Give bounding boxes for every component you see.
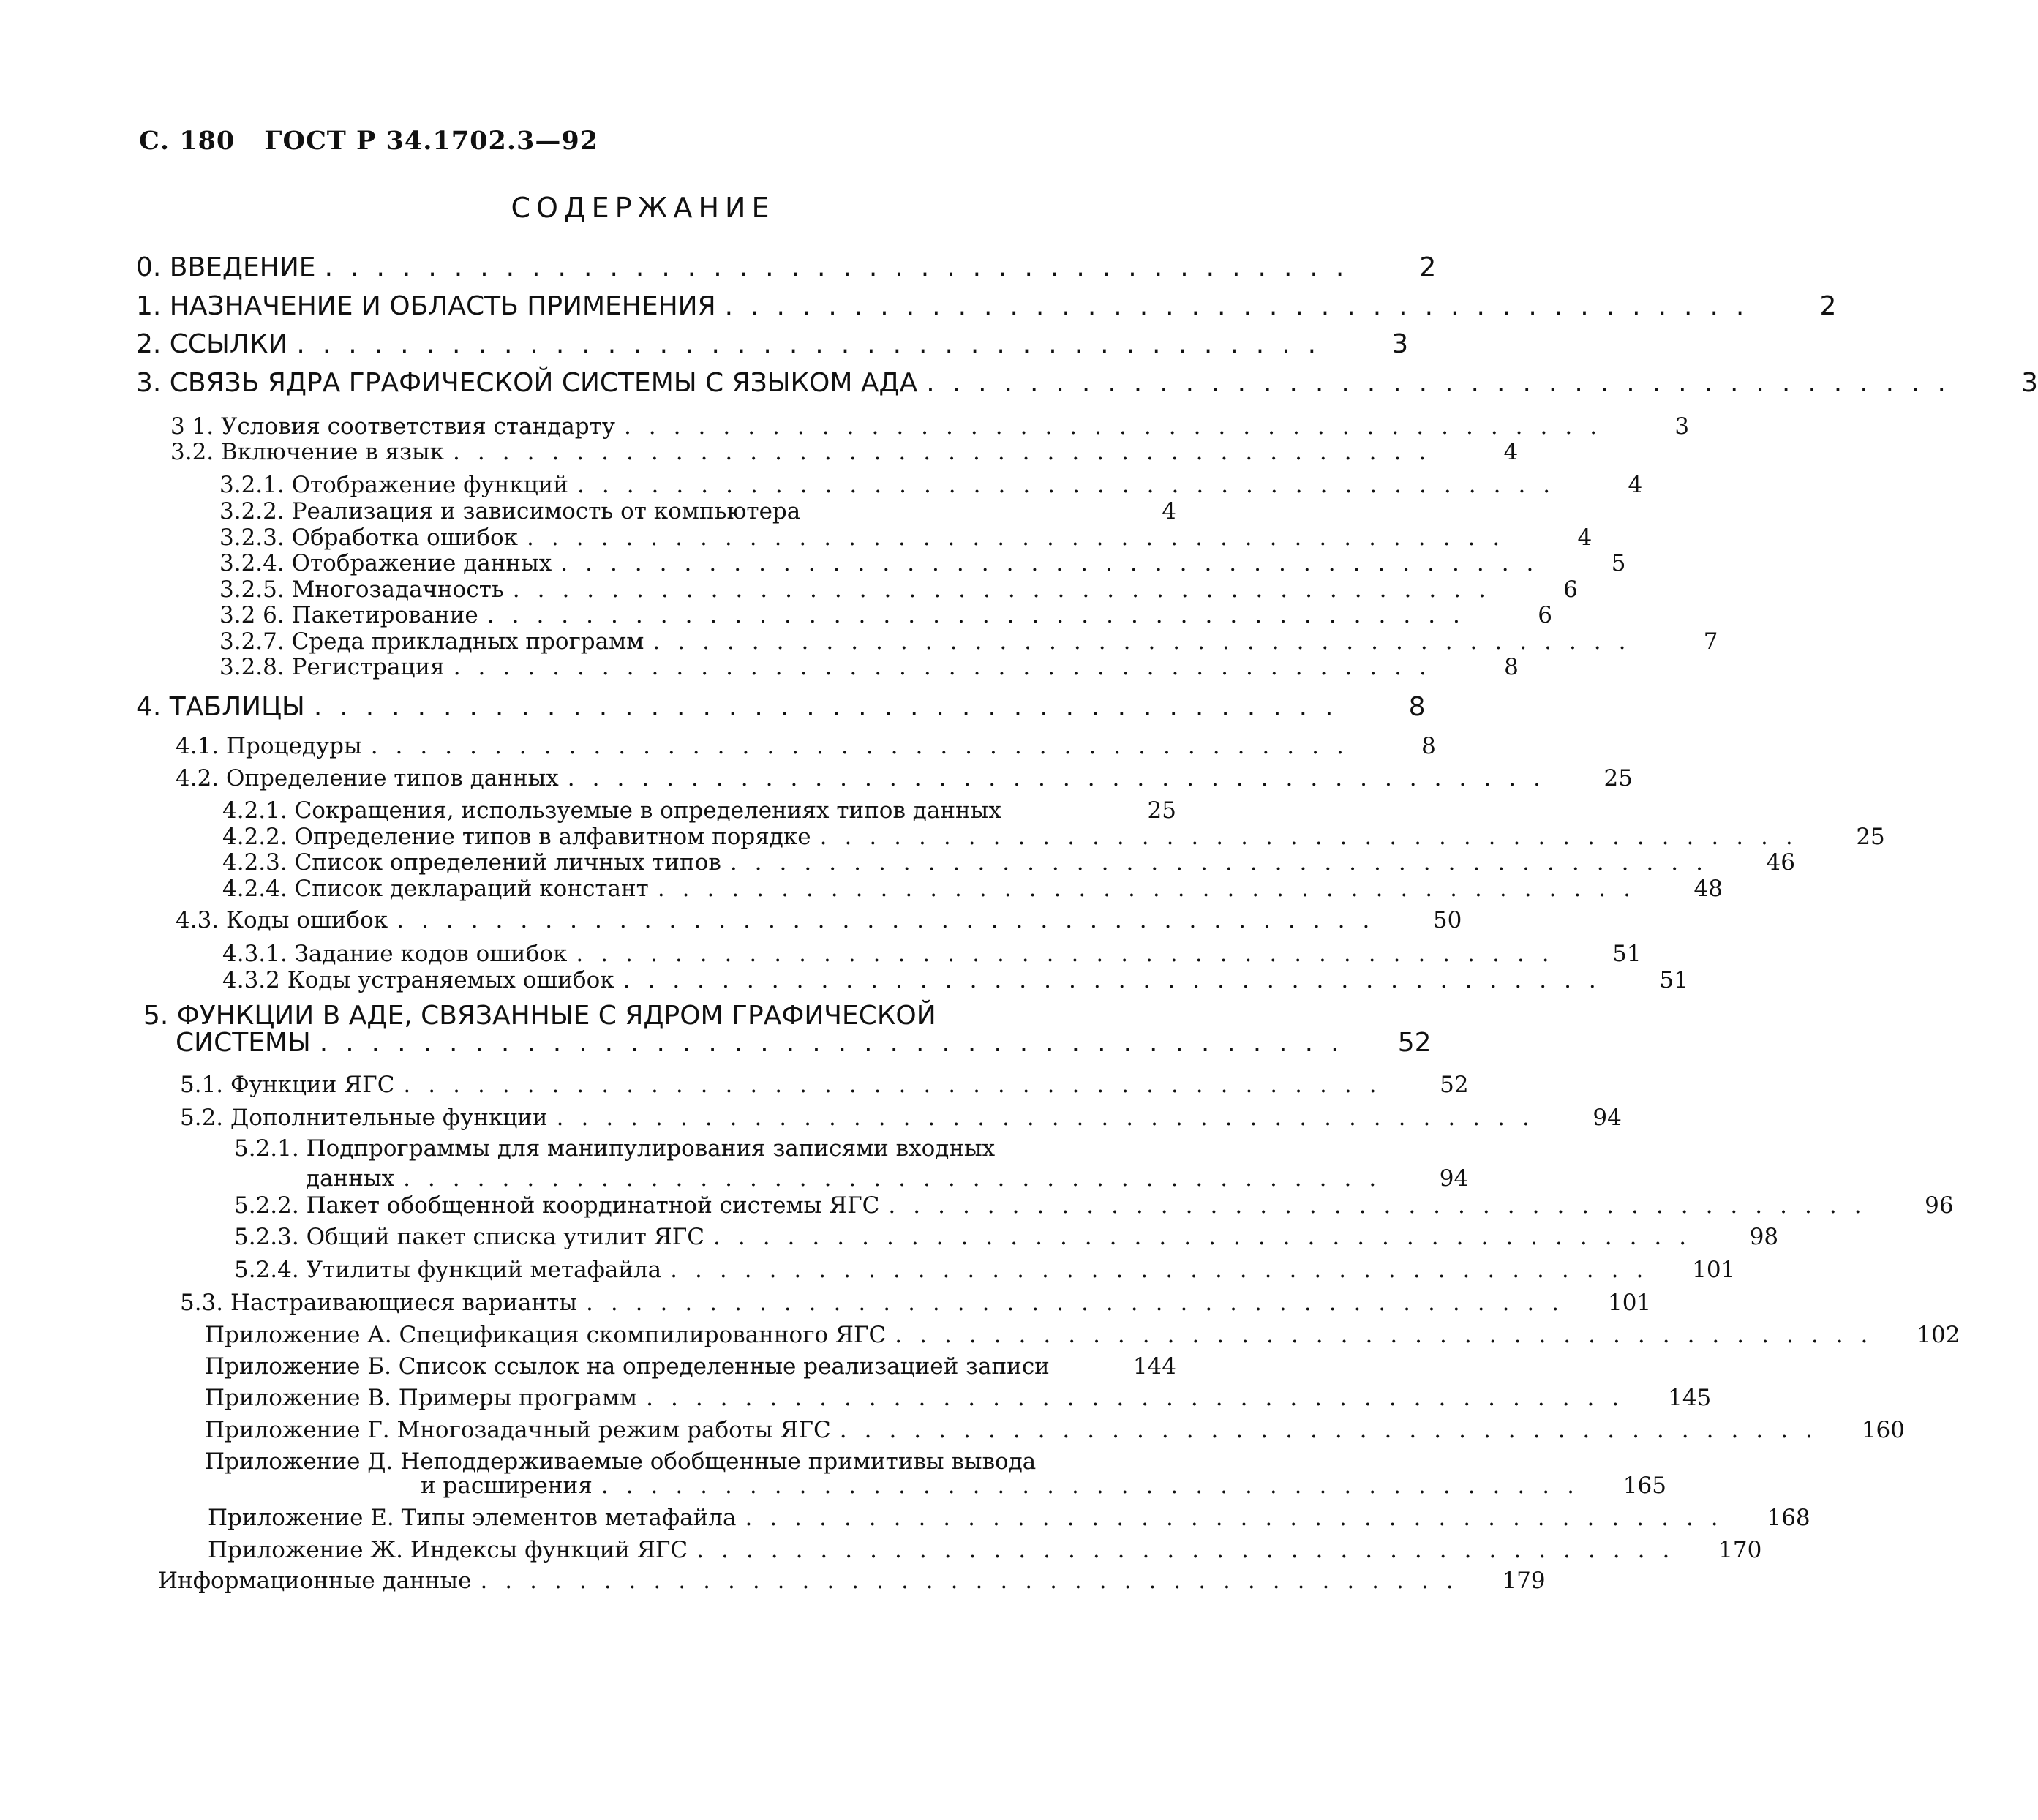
toc-entry-label: Приложение Г. Многозадачный режим работы ЯГС <box>205 1417 831 1443</box>
toc-entry-label: 4.3. Коды ошибок <box>176 907 388 933</box>
toc-leader-dots: ........................................ <box>560 550 1552 576</box>
toc-page-number: 51 <box>1659 967 1688 993</box>
toc-leader-dots: ........................................ <box>453 654 1444 680</box>
toc-entry <box>136 252 1437 282</box>
toc-entry-label: 5. ФУНКЦИИ В АДЕ, СВЯЗАННЫЕ С ЯДРОМ ГРАФИЧЕСКОЙ <box>143 1001 936 1031</box>
toc-page-number: 4 <box>1577 524 1593 551</box>
toc-entry <box>222 941 1642 967</box>
toc-page-number: 144 <box>1132 1353 1176 1380</box>
toc-leader-dots: ........................................ <box>313 692 1351 722</box>
toc-leader-dots: ........................................ <box>576 941 1567 967</box>
toc-entry-label-continuation: и расширения <box>421 1473 593 1499</box>
toc-entry-label: 3.2.7. Среда прикладных программ <box>219 628 644 655</box>
toc-entry-continuation <box>421 1473 1666 1499</box>
toc-entry <box>136 368 2038 398</box>
toc-entry <box>205 1353 1176 1380</box>
toc-entry-label: Приложение Е. Типы элементов метафайла <box>208 1505 737 1531</box>
toc-entry-label-continuation: СИСТЕМЫ <box>176 1028 311 1058</box>
toc-entry-label: 3 1. Условия соответствия стандарту <box>170 413 615 440</box>
toc-page-number: 51 <box>1612 941 1642 967</box>
toc-entry-label: 4. ТАБЛИЦЫ <box>136 692 305 722</box>
toc-entry <box>222 876 1723 902</box>
toc-entry <box>180 1105 1622 1131</box>
toc-entry <box>176 765 1633 791</box>
toc-entry <box>219 576 1578 603</box>
toc-page-number: 94 <box>1439 1165 1469 1192</box>
toc-page-number: 3 <box>1674 413 1690 440</box>
toc-leader-dots: ........................................ <box>696 1537 1688 1563</box>
toc-entry <box>222 824 1885 850</box>
toc-entry-label: 4.3.2 Коды устраняемых ошибок <box>222 967 614 993</box>
toc-entry <box>219 628 1718 655</box>
toc-page-number: 6 <box>1538 602 1552 628</box>
toc-page-number: 96 <box>1925 1192 1954 1219</box>
toc-entry-label: 5.2.4. Утилиты функций метафайла <box>234 1257 662 1283</box>
toc-page-number: 52 <box>1397 1028 1432 1058</box>
toc-entry <box>158 1568 1546 1594</box>
toc-entry-label: 5.2.2. Пакет обобщенной координатной системы ЯГС <box>234 1192 880 1219</box>
toc-entry-label: 3.2.3. Обработка ошибок <box>219 524 519 551</box>
toc-leader-dots: ........................................ <box>646 1385 1637 1411</box>
toc-page-number: 6 <box>1563 576 1578 603</box>
toc-page-number: 3 <box>2021 368 2038 398</box>
page-title: СОДЕРЖАНИЕ <box>511 192 775 224</box>
toc-page-number: 3 <box>1391 329 1409 359</box>
toc-entry <box>219 550 1626 576</box>
toc-entry <box>234 1192 1954 1219</box>
toc-entry <box>205 1322 1960 1348</box>
toc-entry <box>176 733 1436 759</box>
toc-leader-dots: ........................................ <box>403 1072 1394 1098</box>
toc-page-number: 8 <box>1421 733 1436 759</box>
toc-entry <box>222 967 1688 993</box>
toc-leader-dots: ........................................ <box>623 967 1614 993</box>
toc-entry-label: 3.2.8. Регистрация <box>219 654 445 680</box>
toc-entry-label: Информационные данные <box>158 1568 472 1594</box>
toc-entry <box>219 654 1519 680</box>
toc-entry <box>219 472 1643 498</box>
toc-page-number: 102 <box>1917 1322 1960 1348</box>
toc-entry-label: 4.2. Определение типов данных <box>176 765 559 791</box>
toc-entry <box>205 1385 1712 1411</box>
toc-leader-dots: ........................................ <box>512 576 1503 603</box>
toc-entry <box>205 1448 1036 1475</box>
toc-page-number: 98 <box>1749 1224 1779 1250</box>
toc-page-number: 25 <box>1147 797 1176 824</box>
toc-entry-continuation <box>176 1028 1432 1058</box>
toc-leader-dots: ........................................ <box>370 733 1361 759</box>
toc-page-number: 160 <box>1861 1417 1905 1443</box>
toc-entry <box>136 692 1426 722</box>
toc-leader-dots: ........................................ <box>296 329 1334 359</box>
toc-leader-dots: ........................................ <box>926 368 1963 398</box>
toc-entry <box>222 797 1176 824</box>
toc-page-number: 170 <box>1718 1537 1762 1563</box>
toc-entry-label: 4.2.2. Определение типов в алфавитном порядке <box>222 824 811 850</box>
toc-entry-continuation <box>306 1165 1469 1192</box>
toc-leader-dots: ........................................ <box>670 1257 1661 1283</box>
toc-leader-dots: ........................................ <box>577 472 1568 498</box>
toc-leader-dots: ........................................ <box>324 252 1362 282</box>
page-number: С. 180 <box>139 126 236 156</box>
toc-leader-dots: ........................................ <box>657 876 1648 902</box>
toc-entry-label: 3.2.1. Отображение функций <box>219 472 568 498</box>
toc-entry <box>170 413 1690 440</box>
toc-leader-dots: ........................................ <box>724 291 1762 321</box>
toc-entry-label: 5.2.3. Общий пакет списка утилит ЯГС <box>234 1224 704 1250</box>
toc-entry <box>176 907 1462 933</box>
toc-page-number: 7 <box>1703 628 1718 655</box>
toc-leader-dots: ........................................ <box>745 1505 1736 1531</box>
toc-entry-label: 2. ССЫЛКИ <box>136 329 288 359</box>
toc-entry-label-continuation: данных <box>306 1165 395 1192</box>
toc-entry <box>219 524 1593 551</box>
toc-entry-label: Приложение Ж. Индексы функций ЯГС <box>208 1537 688 1563</box>
toc-entry-label: 3.2.4. Отображение данных <box>219 550 552 576</box>
toc-entry <box>180 1072 1469 1098</box>
toc-leader-dots: ........................................ <box>585 1290 1577 1316</box>
toc-page-number: 52 <box>1440 1072 1469 1098</box>
toc-leader-dots: ........................................ <box>623 413 1615 440</box>
toc-leader-dots: ........................................ <box>712 1224 1704 1250</box>
toc-page-number: 48 <box>1693 876 1723 902</box>
toc-page-number: 168 <box>1767 1505 1810 1531</box>
toc-page-number: 145 <box>1668 1385 1712 1411</box>
toc-entry-label: 4.2.3. Список определений личных типов <box>222 849 721 876</box>
toc-entry <box>180 1290 1652 1316</box>
toc-leader-dots: ........................................ <box>556 1105 1547 1131</box>
toc-entry-label: Приложение В. Примеры программ <box>205 1385 638 1411</box>
toc-entry-label: 1. НАЗНАЧЕНИЕ И ОБЛАСТЬ ПРИМЕНЕНИЯ <box>136 291 716 321</box>
toc-page-number: 4 <box>1162 498 1176 524</box>
toc-leader-dots: ........................................ <box>480 1568 1471 1594</box>
toc-page-number: 25 <box>1603 765 1633 791</box>
toc-page-number: 2 <box>1819 291 1837 321</box>
toc-entry <box>219 602 1552 628</box>
toc-leader-dots: ........................................ <box>403 1165 1394 1192</box>
toc-entry-label: 3.2 6. Пакетирование <box>219 602 478 628</box>
toc-page-number: 4 <box>1628 472 1643 498</box>
toc-entry-label: 0. ВВЕДЕНИЕ <box>136 252 316 282</box>
toc-entry <box>219 498 1176 524</box>
toc-leader-dots: ........................................ <box>486 602 1478 628</box>
toc-entry <box>234 1257 1736 1283</box>
toc-entry-label: 4.2.1. Сокращения, используемые в определениях типов данных <box>222 797 1001 824</box>
toc-entry-label: 3. СВЯЗЬ ЯДРА ГРАФИЧЕСКОЙ СИСТЕМЫ С ЯЗЫКОМ АДА <box>136 368 918 398</box>
toc-entry <box>170 439 1519 465</box>
toc-leader-dots: ........................................ <box>527 524 1518 551</box>
toc-entry <box>222 849 1795 876</box>
toc-page-number: 179 <box>1502 1568 1546 1594</box>
toc-page-number: 101 <box>1607 1290 1652 1316</box>
toc-page-number: 25 <box>1856 824 1885 850</box>
toc-page-number: 2 <box>1419 252 1437 282</box>
toc-page-number: 4 <box>1503 439 1519 465</box>
toc-page-number: 101 <box>1692 1257 1736 1283</box>
toc-entry-label: Приложение Д. Неподдерживаемые обобщенные примитивы вывода <box>205 1448 1037 1475</box>
toc-entry-label: 5.1. Функции ЯГС <box>180 1072 395 1098</box>
toc-page-number: 5 <box>1611 550 1626 576</box>
toc-page-number: 8 <box>1408 692 1426 722</box>
toc-entry-label: 5.2. Дополнительные функции <box>180 1105 548 1131</box>
toc-page-number: 46 <box>1766 849 1795 876</box>
toc-entry-label: Приложение Б. Список ссылок на определенные реализацией записи <box>205 1353 1050 1380</box>
toc-entry <box>136 291 1837 321</box>
toc-leader-dots: ........................................ <box>895 1322 1886 1348</box>
toc-entry-label: 4.2.4. Список деклараций констант <box>222 876 649 902</box>
toc-entry-label: 5.2.1. Подпрограммы для манипулирования записями входных <box>234 1135 996 1162</box>
toc-leader-dots: ........................................ <box>319 1028 1357 1058</box>
toc-entry <box>143 1001 936 1031</box>
toc-entry-label: 4.1. Процедуры <box>176 733 362 759</box>
toc-entry-label: 3.2.5. Многозадачность <box>219 576 504 603</box>
running-header <box>139 126 598 156</box>
toc-entry-label: 4.3.1. Задание кодов ошибок <box>222 941 568 967</box>
toc-entry-label: 3.2.2. Реализация и зависимость от компьютера <box>219 498 801 524</box>
toc-entry-label: Приложение А. Спецификация скомпилированного ЯГС <box>205 1322 887 1348</box>
toc-leader-dots: ........................................ <box>839 1417 1830 1443</box>
toc-page-number: 50 <box>1432 907 1462 933</box>
toc-entry <box>205 1417 1905 1443</box>
toc-leader-dots: ........................................ <box>729 849 1721 876</box>
toc-page-number: 94 <box>1593 1105 1622 1131</box>
toc-entry <box>208 1505 1810 1531</box>
toc-entry <box>208 1537 1762 1563</box>
toc-entry <box>234 1135 995 1162</box>
toc-leader-dots: ........................................ <box>888 1192 1879 1219</box>
toc-entry-label: 3.2. Включение в язык <box>170 439 445 465</box>
toc-leader-dots: ........................................ <box>396 907 1388 933</box>
toc-page-number: 165 <box>1622 1473 1666 1499</box>
toc-page-number: 8 <box>1504 654 1519 680</box>
toc-entry-label: 5.3. Настраивающиеся варианты <box>180 1290 577 1316</box>
toc-leader-dots: ........................................ <box>567 765 1558 791</box>
toc-leader-dots: ........................................ <box>601 1473 1592 1499</box>
toc-leader-dots: ........................................ <box>819 824 1810 850</box>
toc-leader-dots: ........................................ <box>653 628 1644 655</box>
toc-leader-dots: ........................................ <box>453 439 1444 465</box>
toc-entry <box>234 1224 1779 1250</box>
document-id: ГОСТ Р 34.1702.3—92 <box>264 126 599 156</box>
toc-entry <box>136 329 1409 359</box>
